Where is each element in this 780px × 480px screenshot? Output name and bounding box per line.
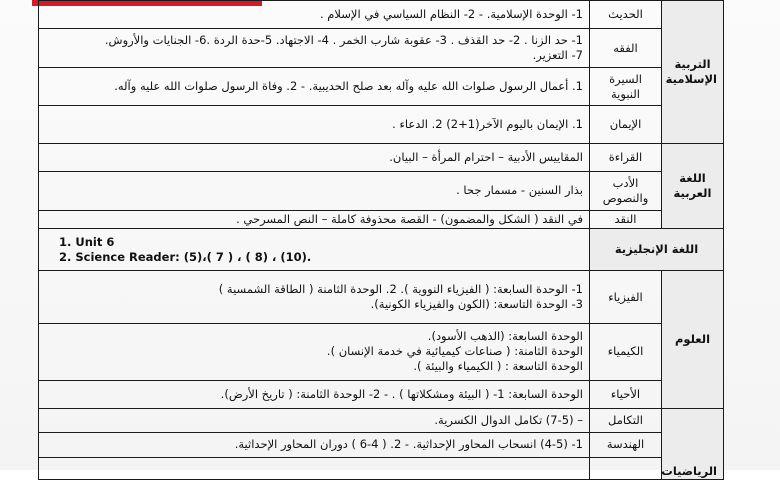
geometry-content: 1- (4-5) انسحاب المحاور الإحداثية. - 2. ( 4-6 ) دوران المحاور الإحداثية. (234, 437, 583, 452)
row-english (39, 228, 724, 271)
row-physics (39, 271, 724, 324)
hadith-content: 1- الوحدة الإسلامية. - 2- النظام السياسي في الإسلام . (319, 7, 583, 22)
reading-content: المقاييس الأدبية – احترام المرأة – البيان. (389, 149, 583, 164)
row-reading (39, 143, 724, 171)
topic-fiqh: الفقه (590, 29, 662, 67)
topic-seerah: السيرة النبوية (590, 67, 662, 105)
topic-biology: الأحياء (590, 380, 662, 408)
row-fiqh (39, 29, 724, 67)
physics-line-1: 1- الوحدة السابعة: ( الفيزياء النووية ). 2. الوحدة الثامنة ( الطاقة الشمسية ) (218, 282, 583, 297)
subject-science: العلوم (662, 271, 724, 409)
syllabus-table (38, 0, 724, 480)
literature-content: بذار السنين - مسمار جحا . (456, 183, 583, 198)
subject-islamic: التربية الإسلامية (662, 1, 724, 144)
row-geometry (39, 433, 724, 457)
chemistry-line-1: الوحدة السابعة: (الذهب الأسود). (427, 329, 583, 344)
row-biology (39, 380, 724, 408)
iman-content: 1. الإيمان باليوم الآخر(1+2) 2. الدعاء . (392, 117, 583, 132)
subject-math: الرياضيات (662, 409, 724, 480)
english-line-1: 1. Unit 6 (59, 234, 115, 249)
seerah-content: 1. أعمال الرسول صلوات الله عليه وآله بعد صلح الحديبية. - 2. وفاة الرسول صلوات الله عليه وآله. (114, 79, 583, 94)
row-cutoff (39, 457, 724, 479)
integration-content: – (7-5) تكامل الدوال الكسرية. (434, 413, 583, 428)
biology-content: الوحدة السابعة: 1- ( البيئة ومشكلاتها ) . - 2- الوحدة الثامنة: ( تاريخ الأرض). (220, 386, 583, 401)
row-iman (39, 106, 724, 143)
chemistry-line-2: الوحدة الثامنة: ( صناعات كيميائية في خدمة الإنسان ). (326, 344, 583, 359)
topic-iman: الإيمان (590, 106, 662, 143)
row-hadith (39, 1, 724, 29)
topic-criticism: النقد (590, 210, 662, 228)
row-integration (39, 409, 724, 433)
topic-physics: الفيزياء (590, 271, 662, 324)
english-line-2: 2. Science Reader: (5)،( 7 ) ، ( 8) ، (10). (59, 249, 312, 264)
row-literature (39, 172, 724, 210)
row-seerah (39, 67, 724, 105)
topic-hadith: الحديث (590, 1, 662, 29)
physics-line-2: 3- الوحدة التاسعة: (الكون والفيزياء الكونية). (370, 297, 583, 312)
topic-chemistry: الكيمياء (590, 323, 662, 380)
chemistry-line-3: الوحدة التاسعة : ( الكيمياء والبيئة ). (413, 359, 583, 374)
subject-arabic: اللغة العربية (662, 143, 724, 228)
subject-english: اللغة الإنجليزية (590, 228, 724, 271)
fiqh-line-1: 1- حد الزنا . 2- حد القذف . 3- عقوبة شارب الخمر . 4- الاجتهاد. 5-حدة الردة .6- الجنايات والأروش. (104, 33, 583, 48)
topic-literature: الأدب والنصوص (590, 172, 662, 210)
row-criticism (39, 210, 724, 228)
topic-integration: التكامل (590, 409, 662, 433)
fiqh-line-2: 7- التعزير. (532, 48, 583, 63)
topic-reading: القراءة (590, 143, 662, 171)
topic-geometry: الهندسة (590, 433, 662, 457)
criticism-content: في النقد ( الشكل والمضمون) - القصة محذوفة كاملة – النص المسرحي . (236, 211, 583, 226)
row-chemistry (39, 323, 724, 380)
